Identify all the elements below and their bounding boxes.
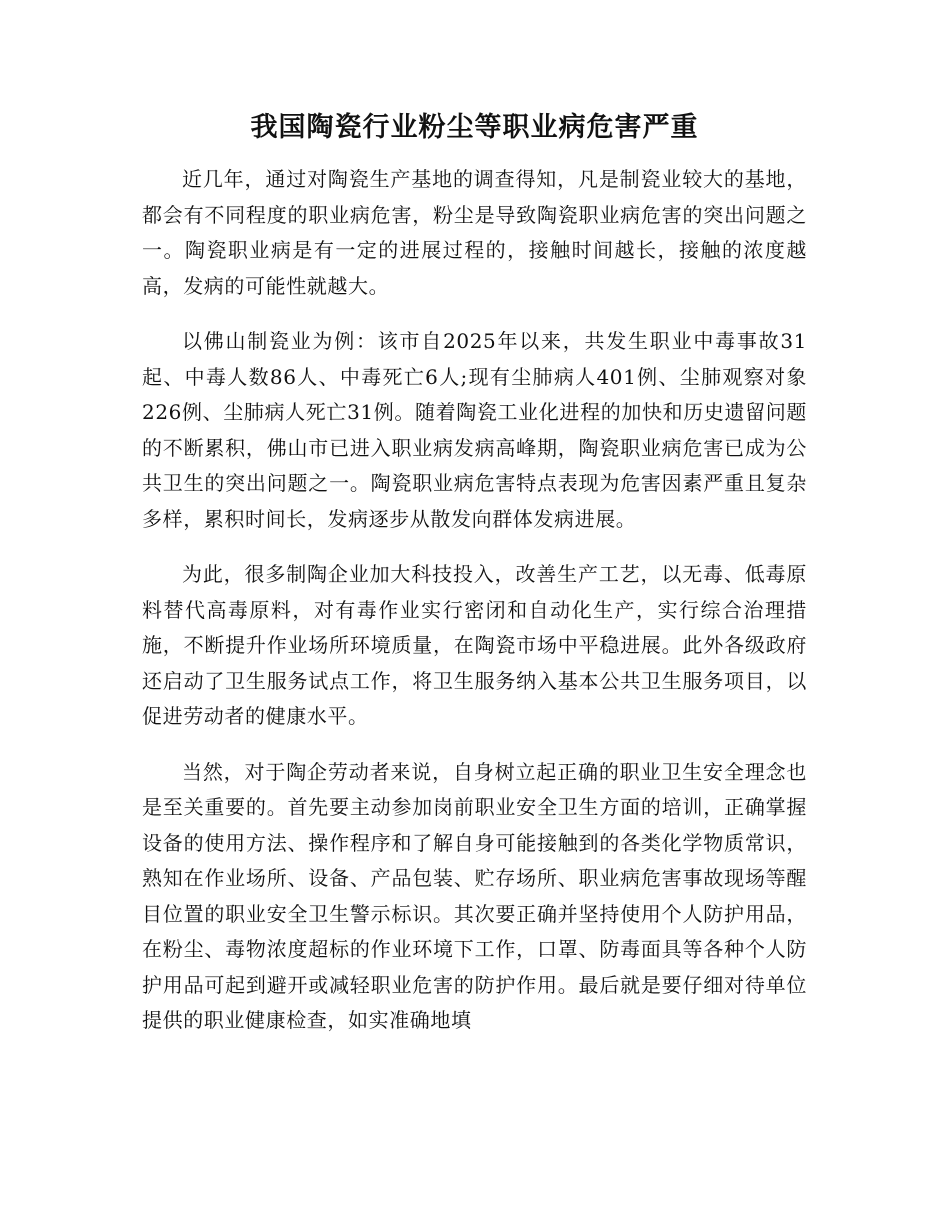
- paragraph-2: 以佛山制瓷业为例：该市自2025年以来，共发生职业中毒事故31起、中毒人数86人、中毒死亡6人;现有尘肺病人401例、尘肺观察对象226例、尘肺病人死亡31例。随着陶瓷工业化进程的加快和历史遗留问题的不断累积，佛山市已进入职业病发病高峰期，陶瓷职业病危害已成为公共卫生的突出问题之一。陶瓷职业病危害特点表现为危害因素严重且复杂多样，累积时间长，发病逐步从散发向群体发病进展。: [142, 329, 807, 531]
- paragraph-3: 为此，很多制陶企业加大科技投入，改善生产工艺，以无毒、低毒原料替代高毒原料，对有毒作业实行密闭和自动化生产，实行综合治理措施，不断提升作业场所环境质量，在陶瓷市场中平稳进展。此外各级政府还启动了卫生服务试点工作，将卫生服务纳入基本公共卫生服务项目，以促进劳动者的健康水平。: [142, 562, 807, 728]
- document-body: [142, 162, 807, 1059]
- paragraph-1: 近几年，通过对陶瓷生产基地的调查得知，凡是制瓷业较大的基地，都会有不同程度的职业病危害，粉尘是导致陶瓷职业病危害的突出问题之一。陶瓷职业病是有一定的进展过程的，接触时间越长，接触的浓度越高，发病的可能性就越大。: [142, 167, 807, 298]
- document-title: 我国陶瓷行业粉尘等职业病危害严重: [250, 112, 699, 143]
- paragraph-4: 当然，对于陶企劳动者来说，自身树立起正确的职业卫生安全理念也是至关重要的。首先要主动参加岗前职业安全卫生方面的培训，正确掌握设备的使用方法、操作程序和了解自身可能接触到的各类化学物质常识，熟知在作业场所、设备、产品包装、贮存场所、职业病危害事故现场等醒目位置的职业安全卫生警示标识。其次要正确并坚持使用个人防护用品，在粉尘、毒物浓度超标的作业环境下工作，口罩、防毒面具等各种个人防护用品可起到避开或减轻职业危害的防护作用。最后就是要仔细对待单位提供的职业健康检查，如实准确地填: [142, 759, 807, 1032]
